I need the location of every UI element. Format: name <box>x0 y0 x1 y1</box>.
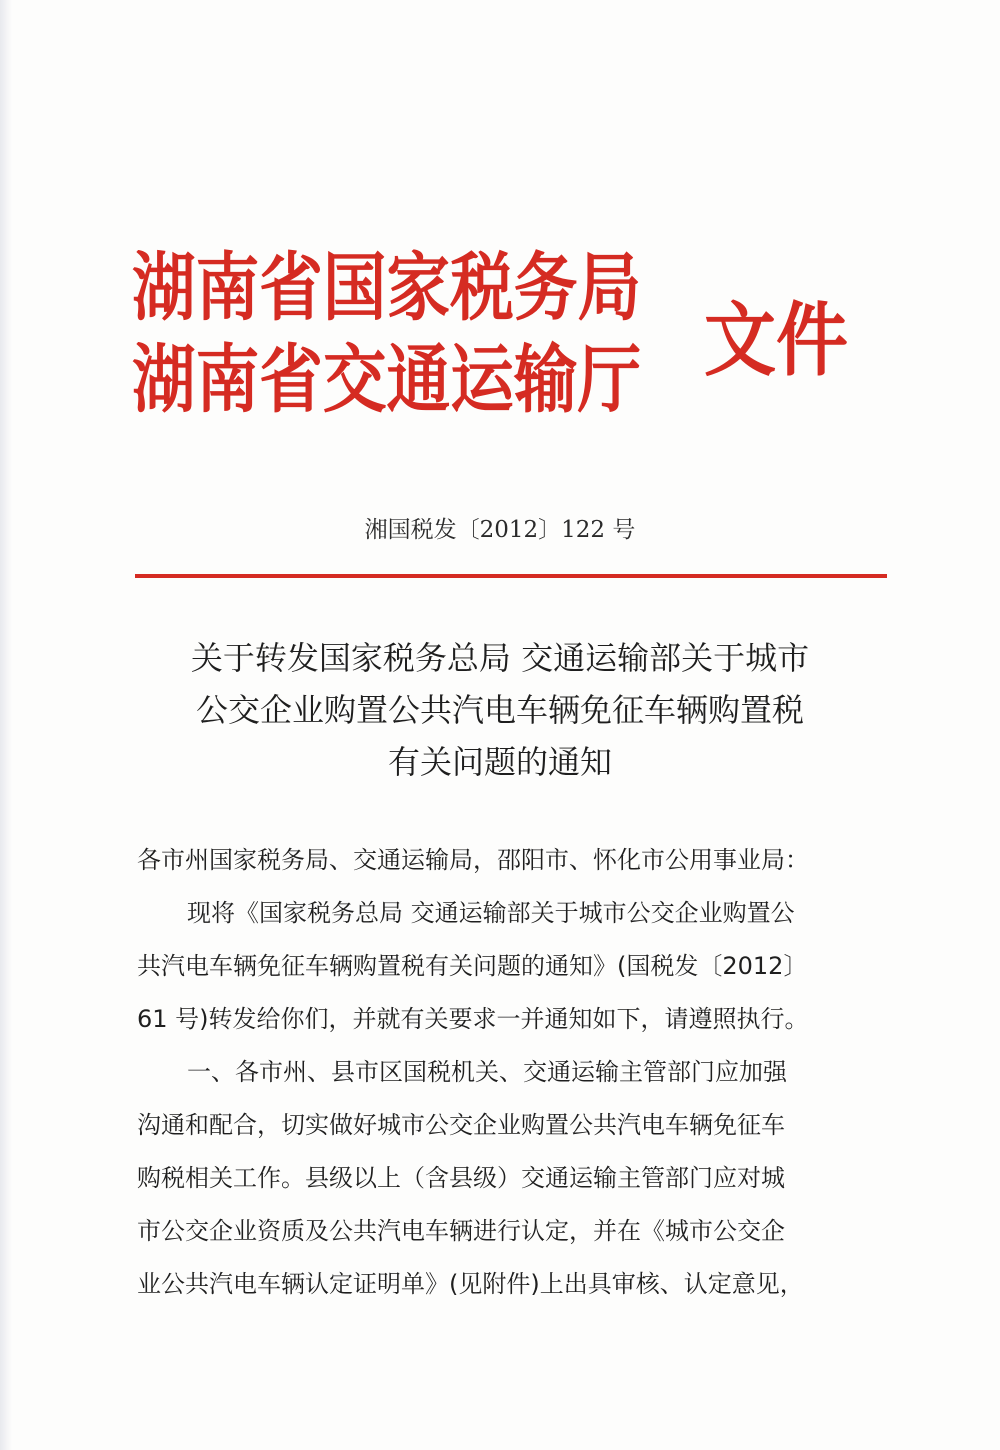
body-line: 现将《国家税务总局 交通运输部关于城市公交企业购置公 <box>187 899 795 927</box>
document-body <box>137 834 877 1311</box>
body-line: 共汽电车辆免征车辆购置税有关问题的通知》(国税发〔2012〕 <box>137 952 808 980</box>
salutation-line: 各市州国家税务局、交通运输局，邵阳市、怀化市公用事业局： <box>137 846 809 874</box>
title-line: 关于转发国家税务总局 交通运输部关于城市 <box>190 639 810 677</box>
title-line: 有关问题的通知 <box>387 743 612 781</box>
title-line: 公交企业购置公共汽电车辆免征车辆购置税 <box>195 691 804 729</box>
document-number: 湘国税发〔2012〕122 号 <box>364 517 636 543</box>
body-line: 市公交企业资质及公共汽电车辆进行认定，并在《城市公交企 <box>137 1217 785 1245</box>
issuer-header <box>132 240 892 430</box>
body-line: 一、各市州、县市区国税机关、交通运输主管部门应加强 <box>187 1058 787 1086</box>
body-line: 购税相关工作。县级以上（含县级）交通运输主管部门应对城 <box>137 1164 785 1192</box>
red-divider-rule <box>135 574 887 578</box>
document-word: 文件 <box>704 293 848 387</box>
issuer-line-transport-dept: 湖南省交通运输厅 <box>132 337 642 423</box>
body-line: 61 号)转发给你们，并就有关要求一并通知如下，请遵照执行。 <box>137 1005 809 1033</box>
issuer-line-tax-bureau: 湖南省国家税务局 <box>132 245 642 331</box>
scan-edge <box>0 0 12 1450</box>
body-line: 业公共汽电车辆认定证明单》(见附件)上出具审核、认定意见， <box>137 1270 804 1298</box>
document-title <box>100 632 900 788</box>
body-line: 沟通和配合，切实做好城市公交企业购置公共汽电车辆免征车 <box>137 1111 785 1139</box>
